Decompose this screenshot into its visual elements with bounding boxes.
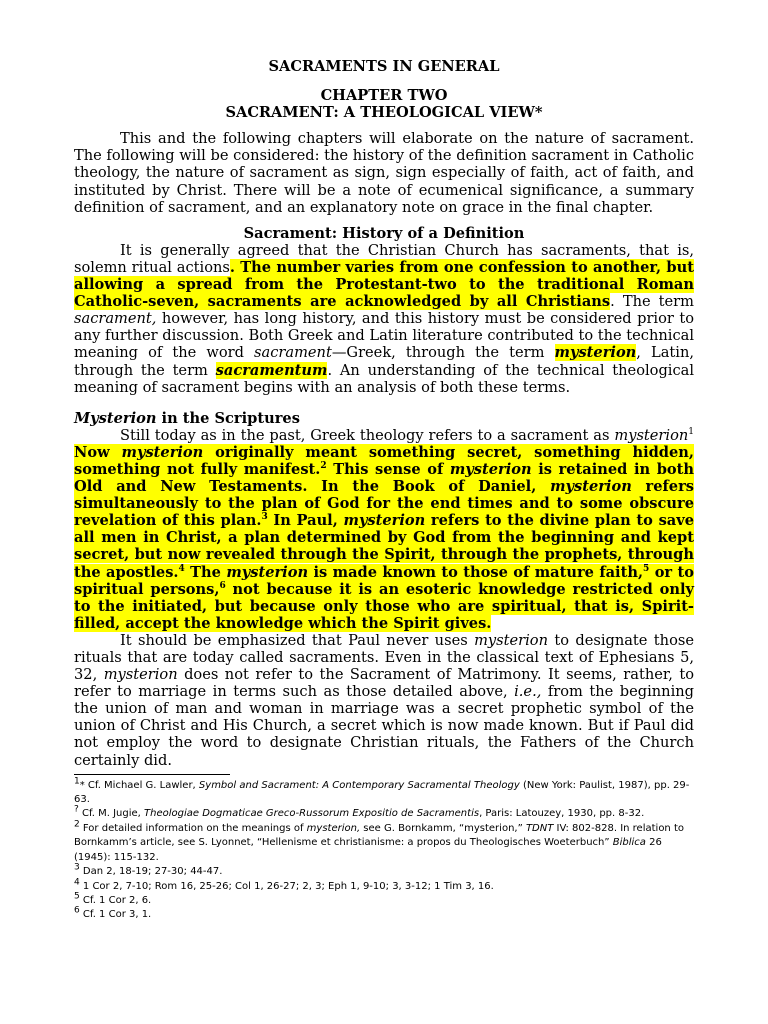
chapter-heading: CHAPTER TWO bbox=[320, 87, 448, 105]
footnote-6: $^6$ Cf. 1 Cor 3, 1. bbox=[74, 905, 152, 921]
footnote-ref-2: 2 bbox=[320, 461, 327, 472]
section-heading-scriptures: Mysterion in the Scriptures bbox=[74, 409, 300, 427]
paul-paragraph: It should be emphasized that Paul never uses mysterion to designate those rituals that are today called sacraments. Even in the classical text of Ephesians 5, 32, mysterion does not refer to the Sacrament of Matrimony. It seems, rather, to refer to marriage in terms such as those detailed above, i.e., from the beginning the union of man and woman in marriage was a secret prophetic symbol of the union of Christ and His Church, a secret which is now made known. But if Paul did not employ the word to designate Christian rituals, the Fathers of the Church certainly did. bbox=[74, 631, 694, 769]
footnote-ref-4: 4 bbox=[178, 563, 185, 574]
highlighted-term-sacramentum: sacramentum bbox=[215, 361, 328, 379]
footnote-ref-3: 3 bbox=[261, 512, 268, 523]
intro-paragraph: This and the following chapters will elaborate on the nature of sacrament. The following will be considered: the history of the definition sacrament in Catholic theology, the nature of sacrament as sign, sign especially of faith, act of faith, and instituted by Christ. There will be a note of ecumenical significance, a summary definition of sacrament, and an explanatory note on grace in the final chapter. bbox=[74, 130, 694, 216]
document-page bbox=[74, 58, 694, 923]
footnote-3: $^3$ Dan 2, 18-19; 27-30; 44-47. bbox=[74, 862, 223, 878]
chapter-subtitle: SACRAMENT: A THEOLOGICAL VIEW* bbox=[225, 104, 543, 122]
footnote-4: $^4$ 1 Cor 2, 7-10; Rom 16, 25-26; Col 1, 26-27; 2, 3; Eph 1, 9-10; 3, 3-12; 1 Tim 3, 16. bbox=[74, 877, 494, 892]
footnote-ref-6: 6 bbox=[219, 580, 226, 591]
highlighted-term-mysterion: mysterion bbox=[554, 344, 637, 362]
footnote-ref-1: 1 bbox=[688, 426, 694, 437]
document-title: SACRAMENTS IN GENERAL bbox=[268, 58, 500, 75]
section-heading-history: Sacrament: History of a Definition bbox=[243, 224, 525, 242]
footnote-divider bbox=[74, 774, 230, 775]
footnote-2: $^2$ For detailed information on the meanings of mysterion, see G. Bornkamm, “mysterion,” TDNT IV: 802-828. In relation to Bornkamm’s article, see S. Lyonnet, “Hellenisme et christianisme: a propos du Theologisches Woeterbuch” Biblica 26 (1945): 115-132. bbox=[74, 819, 684, 863]
history-paragraph: It is generally agreed that the Christian Church has sacraments, that is, solemn ritual actions. The number varies from one confession to another, but allowing a spread from the Protestant-two to the traditional Roman Catholic-seven, sacraments are acknowledged by all Christians. The term sacrament, however, has long history, and this history must be considered prior to any further discussion. Both Greek and Latin literature contributed to the technical meaning of the word sacrament—Greek, through the term mysterion, Latin, through the term sacramentum. An understanding of the technical theological meaning of sacrament begins with an analysis of both these terms. bbox=[74, 241, 694, 396]
footnote-ref-5: 5 bbox=[643, 563, 650, 574]
footnote-1: ? Cf. M. Jugie, Theologiae Dogmaticae Greco-Russorum Expositio de Sacramentis, Paris: Latouzey, 1930, pp. 8-32. bbox=[74, 805, 645, 820]
highlighted-text: . The number varies from one confession to another, but allowing a spread from the Protestant-two to the traditional Roman Catholic-seven, sacraments are acknowledged by all Christians bbox=[74, 258, 694, 311]
footnote-star: $^1$* Cf. Michael G. Lawler, Symbol and Sacrament: A Contemporary Sacramental Theology (New York: Paulist, 1987), pp. 29-63. bbox=[74, 776, 690, 806]
scriptures-paragraph: Still today as in the past, Greek theology refers to a sacrament as mysterion$^1$ Now mysterion originally meant something secret, something hidden, something not fully manifest.$^2$ This sense of mysterion is retained in both Old and New Testaments. In the Book of Daniel, mysterion refers simultaneously to the plan of God for the end times and to some obscure revelation of this plan.$^3$ In Paul, mysterion refers to the divine plan to save all men in Christ, a plan determined by God from the beginning and kept secret, but now revealed through the Spirit, through the prophets, through the apostles.$^4$ The mysterion is made known to those of mature faith,$^5$ or to spiritual persons,$^6$ not because it is an esoteric knowledge restricted only to the initiated, but because only those who are spiritual, that is, Spirit-filled, accept the knowledge which the Spirit gives. bbox=[74, 426, 695, 632]
footnote-5: $^5$ Cf. 1 Cor 2, 6. bbox=[74, 891, 152, 906]
